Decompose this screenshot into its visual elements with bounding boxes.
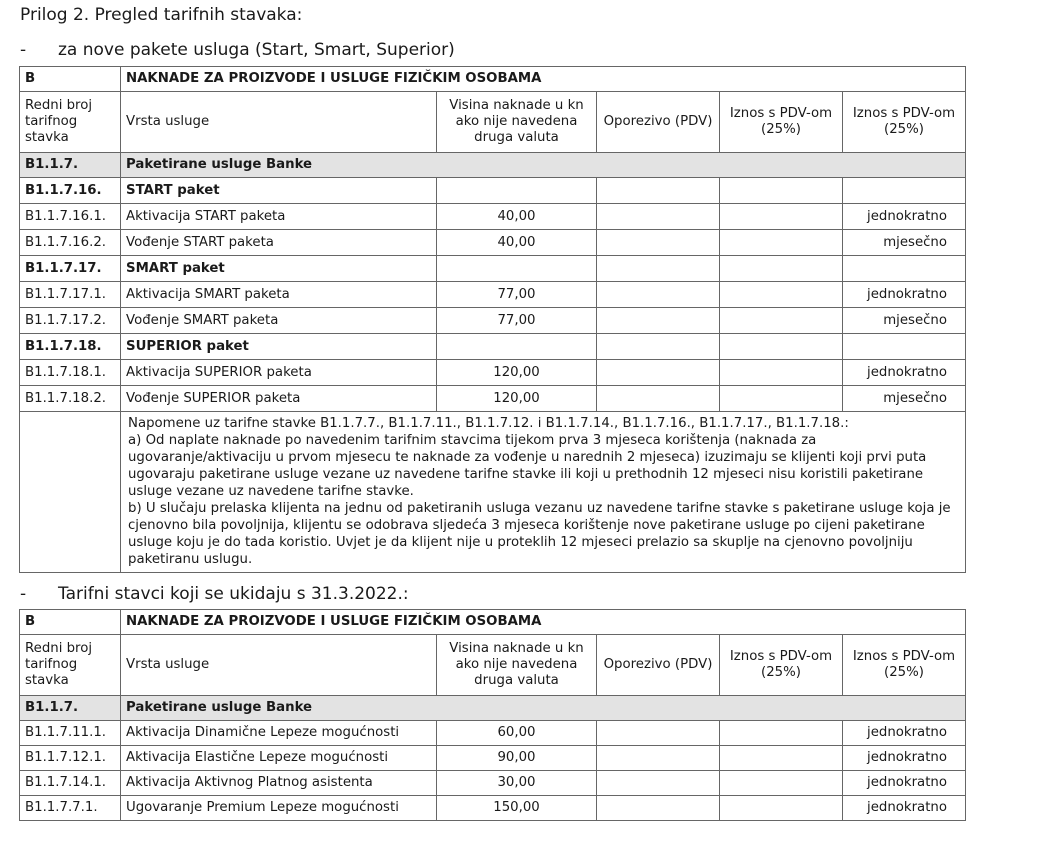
col-header-with-vat-2: Iznos s PDV-om (25%)	[843, 635, 966, 696]
row-code: B1.1.7.18.	[20, 334, 121, 360]
row-label: Aktivacija Dinamične Lepeze mogućnosti	[121, 721, 437, 746]
row-code: B1.1.7.7.1.	[20, 796, 121, 821]
section2-bullet	[0, 584, 409, 604]
row-amount: 120,00	[437, 386, 597, 412]
row-frequency: mjesečno	[843, 230, 966, 256]
table-row	[20, 721, 966, 746]
row-code: B1.1.7.17.	[20, 256, 121, 282]
row-frequency: jednokratno	[843, 282, 966, 308]
row-frequency: jednokratno	[843, 771, 966, 796]
tariff-table-discontinued	[19, 609, 966, 821]
note-b: b) U slučaju prelaska klijenta na jednu od paketiranih usluga vezanu uz navedene tarifne stavke s paketirane usluge koja je cjenovno bila povoljnija, klijentu se odobrava sljedeća 3 mjeseca korištenje nove paketirane usluge po cijeni paketirane usluge koju je do tada koristio. Uvjet je da klijent nije u proteklih 12 mjeseci prelazio sa skuplje na cjenovno povoljniju paketiranu uslugu.	[128, 501, 951, 567]
row-label: SMART paket	[121, 256, 437, 282]
row-code: B1.1.7.17.1.	[20, 282, 121, 308]
section2-bullet-text: Tarifni stavci koji se ukidaju s 31.3.2022.:	[58, 584, 409, 604]
table-row	[20, 386, 966, 412]
row-amount: 150,00	[437, 796, 597, 821]
table-row	[20, 334, 966, 360]
col-header-code: Redni broj tarifnog stavka	[20, 92, 121, 153]
row-code: B1.1.7.12.1.	[20, 746, 121, 771]
row-frequency: jednokratno	[843, 746, 966, 771]
col-header-service: Vrsta usluge	[121, 92, 437, 153]
row-label: Aktivacija SUPERIOR paketa	[121, 360, 437, 386]
table-row	[20, 256, 966, 282]
row-amount: 77,00	[437, 308, 597, 334]
table-row	[20, 204, 966, 230]
row-code: B1.1.7.16.2.	[20, 230, 121, 256]
row-amount: 40,00	[437, 204, 597, 230]
group-row	[20, 153, 966, 178]
table-code: B	[20, 67, 121, 92]
row-label: Ugovaranje Premium Lepeze mogućnosti	[121, 796, 437, 821]
row-frequency: jednokratno	[843, 204, 966, 230]
col-header-with-vat-2: Iznos s PDV-om (25%)	[843, 92, 966, 153]
row-code: B1.1.7.16.	[20, 178, 121, 204]
col-header-taxable: Oporezivo (PDV)	[597, 635, 720, 696]
table-row	[20, 796, 966, 821]
row-label: Aktivacija SMART paketa	[121, 282, 437, 308]
row-amount: 120,00	[437, 360, 597, 386]
bullet-dash: -	[20, 584, 27, 604]
row-label: Vođenje SUPERIOR paketa	[121, 386, 437, 412]
tariff-table-new-packages	[19, 66, 966, 573]
col-header-service: Vrsta usluge	[121, 635, 437, 696]
row-amount: 30,00	[437, 771, 597, 796]
table-row	[20, 282, 966, 308]
col-header-with-vat: Iznos s PDV-om (25%)	[720, 635, 843, 696]
row-frequency: mjesečno	[843, 308, 966, 334]
row-frequency: jednokratno	[843, 796, 966, 821]
group-label: Paketirane usluge Banke	[121, 153, 966, 178]
group-row	[20, 696, 966, 721]
row-label: SUPERIOR paket	[121, 334, 437, 360]
row-code: B1.1.7.17.2.	[20, 308, 121, 334]
row-amount: 40,00	[437, 230, 597, 256]
note-intro: Napomene uz tarifne stavke B1.1.7.7., B1.1.7.11., B1.1.7.12. i B1.1.7.14., B1.1.7.16., B1.1.7.17., B1.1.7.18.:	[128, 416, 849, 431]
col-header-amount: Visina naknade u kn ako nije navedena druga valuta	[437, 92, 597, 153]
group-code: B1.1.7.	[20, 153, 121, 178]
row-amount: 77,00	[437, 282, 597, 308]
table-row	[20, 230, 966, 256]
table-row	[20, 360, 966, 386]
row-frequency: jednokratno	[843, 360, 966, 386]
section1-bullet-text: za nove pakete usluga (Start, Smart, Superior)	[58, 40, 455, 60]
col-header-amount: Visina naknade u kn ako nije navedena druga valuta	[437, 635, 597, 696]
row-label: Aktivacija Elastične Lepeze mogućnosti	[121, 746, 437, 771]
table-heading: NAKNADE ZA PROIZVODE I USLUGE FIZIČKIM OSOBAMA	[121, 610, 966, 635]
row-code: B1.1.7.14.1.	[20, 771, 121, 796]
table-row	[20, 746, 966, 771]
table-heading: NAKNADE ZA PROIZVODE I USLUGE FIZIČKIM OSOBAMA	[121, 67, 966, 92]
table-row	[20, 178, 966, 204]
row-amount: 60,00	[437, 721, 597, 746]
row-label: Aktivacija Aktivnog Platnog asistenta	[121, 771, 437, 796]
table-row	[20, 308, 966, 334]
row-frequency: mjesečno	[843, 386, 966, 412]
col-header-code: Redni broj tarifnog stavka	[20, 635, 121, 696]
note-a: a) Od naplate naknade po navedenim tarifnim stavcima tijekom prva 3 mjeseca korištenja (naknada za ugovaranje/aktivaciju u prvom mjesecu te naknade za vođenje u narednih 2 mjeseca) izuzimaju se klijenti koji prvi puta ugovaraju paketirane usluge vezane uz navedene tarifne stavke ili koji u prethodnih 12 mjeseci nisu koristili paketirane usluge vezane uz navedene tarifne stavke.	[128, 433, 927, 499]
row-frequency: jednokratno	[843, 721, 966, 746]
row-code: B1.1.7.16.1.	[20, 204, 121, 230]
group-label: Paketirane usluge Banke	[121, 696, 966, 721]
row-label: Vođenje SMART paketa	[121, 308, 437, 334]
section1-bullet	[0, 40, 455, 60]
col-header-with-vat: Iznos s PDV-om (25%)	[720, 92, 843, 153]
page-title: Prilog 2. Pregled tarifnih stavaka:	[20, 5, 303, 25]
bullet-dash: -	[20, 40, 27, 60]
table-code: B	[20, 610, 121, 635]
row-code: B1.1.7.11.1.	[20, 721, 121, 746]
row-label: Aktivacija START paketa	[121, 204, 437, 230]
col-header-taxable: Oporezivo (PDV)	[597, 92, 720, 153]
row-label: Vođenje START paketa	[121, 230, 437, 256]
row-amount: 90,00	[437, 746, 597, 771]
notes-row	[20, 412, 966, 573]
notes-cell	[121, 412, 966, 573]
row-label: START paket	[121, 178, 437, 204]
group-code: B1.1.7.	[20, 696, 121, 721]
table-row	[20, 771, 966, 796]
row-code: B1.1.7.18.1.	[20, 360, 121, 386]
row-code: B1.1.7.18.2.	[20, 386, 121, 412]
